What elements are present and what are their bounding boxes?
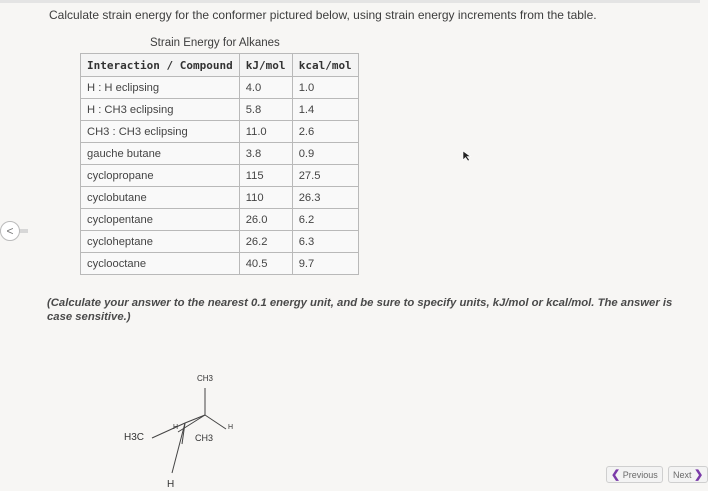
table-caption: Strain Energy for Alkanes: [150, 37, 280, 49]
cell-kcal: 1.0: [292, 77, 358, 99]
label-back-bottom: H: [167, 479, 175, 490]
label-back-left: H3C: [124, 432, 145, 443]
cell-kj: 26.2: [239, 231, 292, 253]
cell-kcal: 0.9: [292, 143, 358, 165]
cell-kj: 11.0: [239, 121, 292, 143]
cell-interaction: cyclopropane: [81, 165, 240, 187]
table-row: [81, 143, 359, 165]
cell-kj: 3.8: [239, 143, 292, 165]
cell-kj: 4.0: [239, 77, 292, 99]
cell-kj: 5.8: [239, 99, 292, 121]
collapse-sidebar-button[interactable]: <: [0, 221, 20, 241]
next-button[interactable]: [668, 466, 708, 483]
cell-interaction: gauche butane: [81, 143, 240, 165]
mouse-cursor-icon: [462, 150, 472, 162]
strain-energy-table: [80, 53, 359, 275]
cell-interaction: cyclooctane: [81, 253, 240, 275]
cell-interaction: CH3 : CH3 eclipsing: [81, 121, 240, 143]
table-row: [81, 121, 359, 143]
previous-label: Previous: [622, 470, 658, 480]
label-front-top: CH3: [197, 374, 214, 383]
table-row: [81, 187, 359, 209]
chevron-right-icon: ❯: [694, 469, 704, 481]
next-label: Next: [673, 470, 692, 480]
cell-kcal: 1.4: [292, 99, 358, 121]
label-back-right: H: [228, 424, 234, 431]
label-front-left: H: [173, 424, 179, 431]
cell-interaction: cyclobutane: [81, 187, 240, 209]
table-row: [81, 253, 359, 275]
cell-kcal: 26.3: [292, 187, 358, 209]
top-border: [0, 0, 700, 3]
cell-kj: 26.0: [239, 209, 292, 231]
bond-front-right: [205, 415, 226, 429]
label-front-right: CH3: [195, 433, 214, 443]
header-interaction: Interaction / Compound: [81, 54, 240, 77]
header-kcal: kcal/mol: [292, 54, 358, 77]
cell-kj: 40.5: [239, 253, 292, 275]
bond-front-left: [178, 415, 205, 432]
cell-kcal: 2.6: [292, 121, 358, 143]
table-row: [81, 99, 359, 121]
cell-kcal: 27.5: [292, 165, 358, 187]
question-text: Calculate strain energy for the conformer pictured below, using strain energy increments from the table.: [49, 8, 597, 22]
chevron-left-icon: ❮: [611, 469, 621, 481]
cell-interaction: H : CH3 eclipsing: [81, 99, 240, 121]
header-kj: kJ/mol: [239, 54, 292, 77]
cell-interaction: cycloheptane: [81, 231, 240, 253]
table-row: [81, 209, 359, 231]
cell-interaction: cyclopentane: [81, 209, 240, 231]
cell-kj: 110: [239, 187, 292, 209]
cell-kcal: 9.7: [292, 253, 358, 275]
cell-kcal: 6.2: [292, 209, 358, 231]
newman-projection: [120, 366, 250, 491]
cell-kcal: 6.3: [292, 231, 358, 253]
table-row: [81, 231, 359, 253]
table-header-row: [81, 54, 359, 77]
table-row: [81, 77, 359, 99]
answer-instructions: (Calculate your answer to the nearest 0.1 energy unit, and be sure to specify units, kJ/mol or kcal/mol. The answer is case sensitive.): [47, 297, 673, 323]
cell-kj: 115: [239, 165, 292, 187]
previous-button[interactable]: [606, 466, 663, 483]
table-row: [81, 165, 359, 187]
cell-interaction: H : H eclipsing: [81, 77, 240, 99]
